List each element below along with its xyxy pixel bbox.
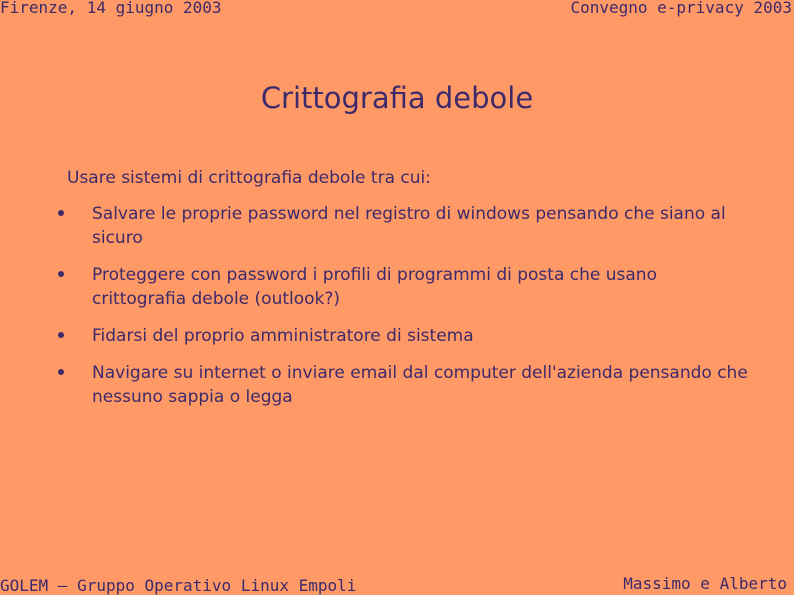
bullet-text: Salvare le proprie password nel registro di windows pensando che siano al sicuro bbox=[92, 204, 726, 248]
bullet-icon bbox=[58, 271, 64, 277]
footer-authors: Massimo e Alberto bbox=[623, 574, 787, 593]
list-item bbox=[56, 324, 756, 348]
bullet-text: Navigare su internet o inviare email dal computer dell'azienda pensando che nessuno sappia o legga bbox=[92, 363, 748, 407]
list-item bbox=[56, 361, 756, 409]
bullet-text: Fidarsi del proprio amministratore di sistema bbox=[92, 326, 474, 346]
bullet-icon bbox=[58, 332, 64, 338]
bullet-icon bbox=[58, 369, 64, 375]
header-event: Convegno e-privacy 2003 bbox=[570, 0, 792, 17]
list-item bbox=[56, 263, 756, 311]
footer-organization: GOLEM – Gruppo Operativo Linux Empoli bbox=[0, 576, 357, 595]
bullet-icon bbox=[58, 210, 64, 216]
bullet-list bbox=[56, 202, 756, 422]
list-item bbox=[56, 202, 756, 250]
header-date: Firenze, 14 giugno 2003 bbox=[0, 0, 222, 17]
slide-title: Crittografia debole bbox=[260, 81, 534, 115]
bullet-text: Proteggere con password i profili di programmi di posta che usano crittografia debole (outlook?) bbox=[92, 265, 657, 309]
slide-intro: Usare sistemi di crittografia debole tra cui: bbox=[67, 168, 431, 188]
